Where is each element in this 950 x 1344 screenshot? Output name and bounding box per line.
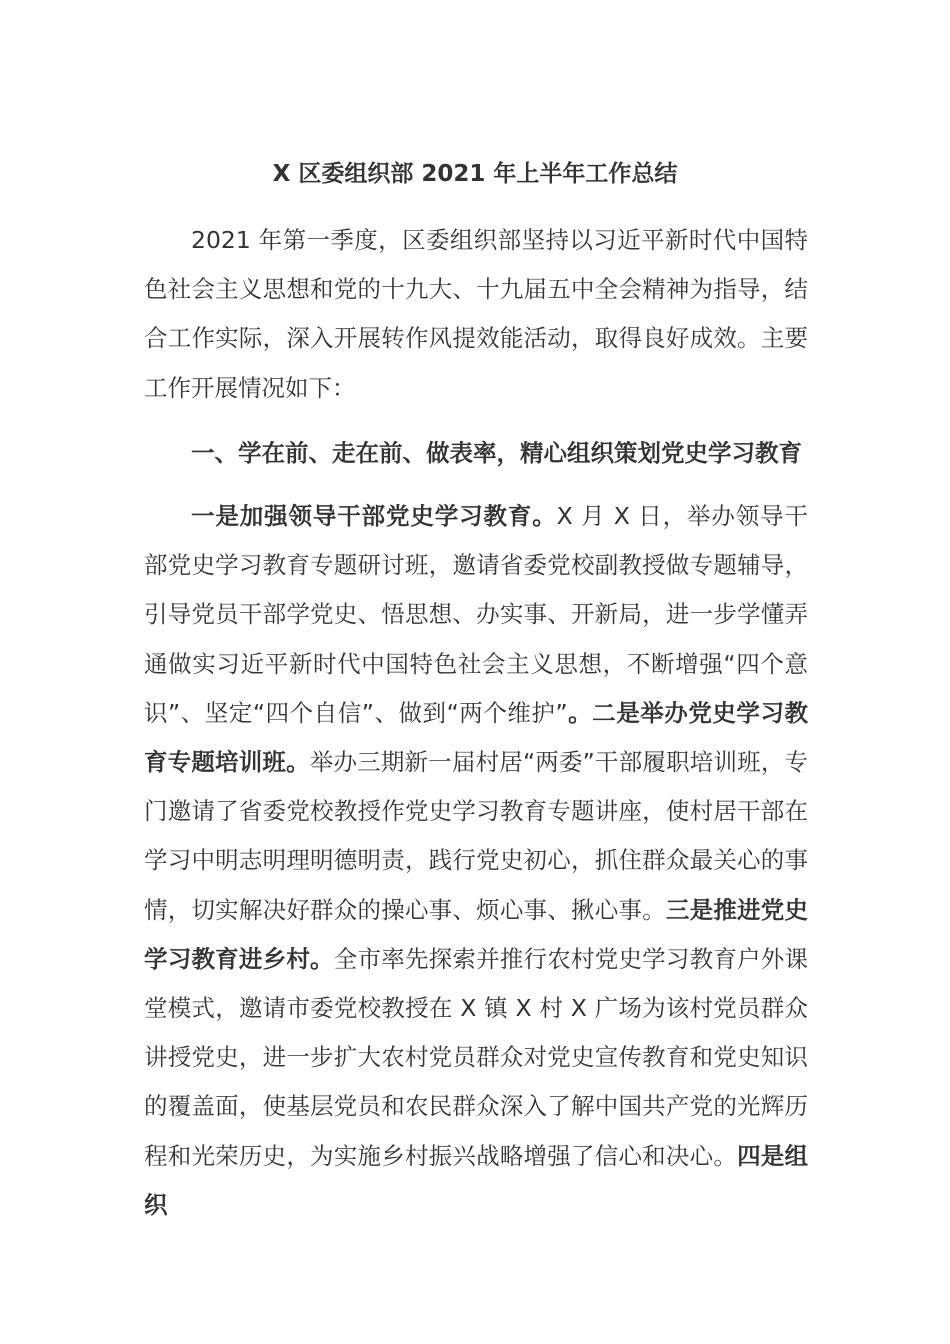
item-text-1: X 月 X 日，举办领导干部党史学习教育专题研讨班，邀请省委党校副教授做专题辅导，引导党员干部学党史、悟思想、办实事、开新局，进一步学懂弄通做实习近平新时代中国特色社会主义思想，不断增强“四个意识”、坚定“四个自信”、做到“两个维护” — [144, 502, 809, 727]
item-text-3: 全市率先探索并推行农村党史学习教育户外课堂模式，邀请市委党校教授在 X 镇 X 村 X 广场为该村党员群众讲授党史，进一步扩大农村党员群众对党史宣传教育和党史知识的覆盖面，使基层党员和农民群众深入了解中国共产党的光辉历程和光荣历史，为实施乡村振兴战略增强了信心和决心。 — [144, 944, 809, 1170]
item-title-3: 三是推进党史学习教育进乡村。 — [144, 895, 809, 973]
intro-paragraph: 2021 年第一季度，区委组织部坚持以习近平新时代中国特色社会主义思想和党的十九大、十九届五中全会精神为指导，结合工作实际，深入开展转作风提效能活动，取得良好成效。主要工作开展情况如下： — [144, 226, 808, 402]
section-paragraph — [144, 492, 808, 1230]
item-title-2: 。二是举办党史学习教育专题培训班。 — [144, 698, 808, 777]
document-body — [144, 216, 808, 1230]
item-title-4: 四是组织 — [144, 1141, 809, 1219]
document-title: X 区委组织部 2021 年上半年工作总结 — [272, 161, 678, 187]
section-heading: 一、学在前、走在前、做表率，精心组织策划党史学习教育 — [191, 438, 802, 467]
item-text-2: 举办三期新一届村居“两委”干部履职培训班，专门邀请了省委党校教授作党史学习教育专题讲座，使村居干部在学习中明志明理明德明责，践行党史初心，抓住群众最关心的事情，切实解决好群众的操心事、烦心事、揪心事。 — [144, 748, 809, 924]
item-title-1: 一是加强领导干部党史学习教育。 — [191, 502, 557, 531]
